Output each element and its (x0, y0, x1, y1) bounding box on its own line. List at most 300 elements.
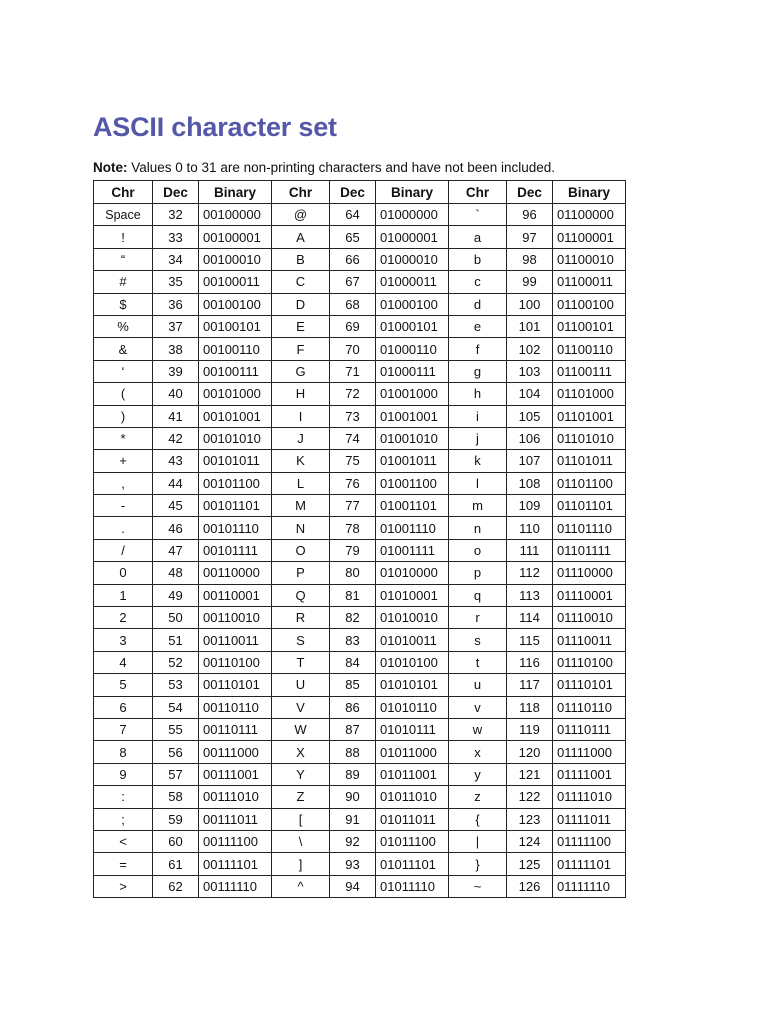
chr-cell: ( (94, 383, 153, 405)
dec-cell: 116 (507, 651, 553, 673)
dec-cell: 104 (507, 383, 553, 405)
table-row (94, 360, 626, 382)
binary-cell: 00100111 (199, 360, 272, 382)
chr-cell: / (94, 539, 153, 561)
binary-cell: 01100001 (553, 226, 626, 248)
table-row (94, 875, 626, 897)
dec-cell: 79 (330, 539, 376, 561)
page-title: ASCII character set (93, 112, 337, 142)
table-row (94, 226, 626, 248)
binary-cell: 01000010 (376, 248, 449, 270)
table-row (94, 718, 626, 740)
dec-cell: 75 (330, 450, 376, 472)
dec-cell: 65 (330, 226, 376, 248)
chr-cell: + (94, 450, 153, 472)
binary-cell: 01111001 (553, 763, 626, 785)
chr-cell: j (449, 427, 507, 449)
dec-cell: 82 (330, 607, 376, 629)
table-row (94, 293, 626, 315)
binary-cell: 01010011 (376, 629, 449, 651)
chr-cell: V (272, 696, 330, 718)
dec-cell: 53 (153, 674, 199, 696)
dec-cell: 39 (153, 360, 199, 382)
binary-cell: 01111010 (553, 786, 626, 808)
dec-cell: 87 (330, 718, 376, 740)
dec-cell: 68 (330, 293, 376, 315)
binary-cell: 01100111 (553, 360, 626, 382)
dec-cell: 76 (330, 472, 376, 494)
binary-cell: 01001010 (376, 427, 449, 449)
chr-cell: 8 (94, 741, 153, 763)
dec-cell: 36 (153, 293, 199, 315)
binary-cell: 00100011 (199, 271, 272, 293)
binary-cell: 00100000 (199, 204, 272, 226)
table-row (94, 830, 626, 852)
dec-cell: 101 (507, 315, 553, 337)
chr-cell: S (272, 629, 330, 651)
chr-cell: { (449, 808, 507, 830)
binary-cell: 01101010 (553, 427, 626, 449)
chr-cell: Space (94, 204, 153, 226)
chr-cell: 6 (94, 696, 153, 718)
binary-cell: 01101001 (553, 405, 626, 427)
binary-cell: 01001101 (376, 495, 449, 517)
table-row (94, 584, 626, 606)
chr-cell: * (94, 427, 153, 449)
chr-cell: 9 (94, 763, 153, 785)
dec-cell: 119 (507, 718, 553, 740)
binary-cell: 00110000 (199, 562, 272, 584)
chr-cell: a (449, 226, 507, 248)
dec-cell: 108 (507, 472, 553, 494)
chr-cell: 2 (94, 607, 153, 629)
binary-cell: 00101100 (199, 472, 272, 494)
chr-cell: : (94, 786, 153, 808)
table-row (94, 853, 626, 875)
dec-cell: 55 (153, 718, 199, 740)
binary-cell: 01110110 (553, 696, 626, 718)
chr-cell: l (449, 472, 507, 494)
table-row (94, 607, 626, 629)
table-row (94, 562, 626, 584)
table-row (94, 315, 626, 337)
dec-cell: 105 (507, 405, 553, 427)
binary-cell: 01100000 (553, 204, 626, 226)
dec-cell: 125 (507, 853, 553, 875)
dec-cell: 61 (153, 853, 199, 875)
chr-cell: X (272, 741, 330, 763)
binary-cell: 01100101 (553, 315, 626, 337)
binary-cell: 01100011 (553, 271, 626, 293)
binary-cell: 00100010 (199, 248, 272, 270)
chr-cell: 3 (94, 629, 153, 651)
binary-cell: 01011110 (376, 875, 449, 897)
binary-cell: 01101000 (553, 383, 626, 405)
dec-cell: 40 (153, 383, 199, 405)
dec-cell: 72 (330, 383, 376, 405)
dec-cell: 120 (507, 741, 553, 763)
dec-cell: 45 (153, 495, 199, 517)
binary-cell: 00111110 (199, 875, 272, 897)
binary-cell: 00100001 (199, 226, 272, 248)
binary-cell: 00111101 (199, 853, 272, 875)
dec-cell: 122 (507, 786, 553, 808)
chr-cell: ` (449, 204, 507, 226)
binary-cell: 00111010 (199, 786, 272, 808)
ascii-table (93, 180, 626, 898)
binary-cell: 01100110 (553, 338, 626, 360)
table-row (94, 763, 626, 785)
chr-cell: 7 (94, 718, 153, 740)
binary-cell: 01011011 (376, 808, 449, 830)
dec-cell: 56 (153, 741, 199, 763)
chr-cell: ‘ (94, 360, 153, 382)
dec-cell: 118 (507, 696, 553, 718)
column-header-chr: Chr (94, 181, 153, 204)
binary-cell: 01010101 (376, 674, 449, 696)
dec-cell: 97 (507, 226, 553, 248)
dec-cell: 89 (330, 763, 376, 785)
table-row (94, 674, 626, 696)
binary-cell: 00111100 (199, 830, 272, 852)
chr-cell: T (272, 651, 330, 673)
chr-cell: M (272, 495, 330, 517)
binary-cell: 01001011 (376, 450, 449, 472)
chr-cell: 1 (94, 584, 153, 606)
chr-cell: H (272, 383, 330, 405)
binary-cell: 00101010 (199, 427, 272, 449)
chr-cell: Q (272, 584, 330, 606)
dec-cell: 102 (507, 338, 553, 360)
binary-cell: 01100010 (553, 248, 626, 270)
dec-cell: 43 (153, 450, 199, 472)
binary-cell: 00101001 (199, 405, 272, 427)
binary-cell: 01110010 (553, 607, 626, 629)
dec-cell: 124 (507, 830, 553, 852)
chr-cell: = (94, 853, 153, 875)
dec-cell: 44 (153, 472, 199, 494)
binary-cell: 01001100 (376, 472, 449, 494)
dec-cell: 99 (507, 271, 553, 293)
binary-cell: 00100100 (199, 293, 272, 315)
binary-cell: 00110110 (199, 696, 272, 718)
chr-cell: 0 (94, 562, 153, 584)
binary-cell: 01000101 (376, 315, 449, 337)
dec-cell: 81 (330, 584, 376, 606)
chr-cell: i (449, 405, 507, 427)
dec-cell: 114 (507, 607, 553, 629)
binary-cell: 01010000 (376, 562, 449, 584)
column-header-dec: Dec (330, 181, 376, 204)
table-row (94, 651, 626, 673)
chr-cell: 4 (94, 651, 153, 673)
binary-cell: 01011010 (376, 786, 449, 808)
dec-cell: 51 (153, 629, 199, 651)
dec-cell: 86 (330, 696, 376, 718)
dec-cell: 67 (330, 271, 376, 293)
binary-cell: 01001111 (376, 539, 449, 561)
chr-cell: ) (94, 405, 153, 427)
binary-cell: 01101111 (553, 539, 626, 561)
chr-cell: | (449, 830, 507, 852)
chr-cell: O (272, 539, 330, 561)
chr-cell: < (94, 830, 153, 852)
binary-cell: 00100110 (199, 338, 272, 360)
dec-cell: 59 (153, 808, 199, 830)
chr-cell: G (272, 360, 330, 382)
dec-cell: 66 (330, 248, 376, 270)
dec-cell: 123 (507, 808, 553, 830)
dec-cell: 80 (330, 562, 376, 584)
chr-cell: > (94, 875, 153, 897)
binary-cell: 01010111 (376, 718, 449, 740)
chr-cell: w (449, 718, 507, 740)
binary-cell: 01111000 (553, 741, 626, 763)
dec-cell: 52 (153, 651, 199, 673)
table-row (94, 338, 626, 360)
dec-cell: 74 (330, 427, 376, 449)
dec-cell: 103 (507, 360, 553, 382)
dec-cell: 37 (153, 315, 199, 337)
chr-cell: A (272, 226, 330, 248)
chr-cell: ^ (272, 875, 330, 897)
table-row (94, 427, 626, 449)
chr-cell: ~ (449, 875, 507, 897)
table-row (94, 629, 626, 651)
dec-cell: 117 (507, 674, 553, 696)
chr-cell: $ (94, 293, 153, 315)
binary-cell: 00110001 (199, 584, 272, 606)
dec-cell: 90 (330, 786, 376, 808)
chr-cell: c (449, 271, 507, 293)
binary-cell: 01111110 (553, 875, 626, 897)
chr-cell: p (449, 562, 507, 584)
chr-cell: 5 (94, 674, 153, 696)
chr-cell: U (272, 674, 330, 696)
binary-cell: 00101000 (199, 383, 272, 405)
binary-cell: 00110111 (199, 718, 272, 740)
chr-cell: d (449, 293, 507, 315)
dec-cell: 54 (153, 696, 199, 718)
chr-cell: N (272, 517, 330, 539)
chr-cell: b (449, 248, 507, 270)
binary-cell: 01000011 (376, 271, 449, 293)
binary-cell: 01101100 (553, 472, 626, 494)
dec-cell: 110 (507, 517, 553, 539)
dec-cell: 121 (507, 763, 553, 785)
binary-cell: 01000100 (376, 293, 449, 315)
table-row (94, 495, 626, 517)
dec-cell: 107 (507, 450, 553, 472)
binary-cell: 00101111 (199, 539, 272, 561)
binary-cell: 00100101 (199, 315, 272, 337)
binary-cell: 01110101 (553, 674, 626, 696)
binary-cell: 01011000 (376, 741, 449, 763)
note-line (93, 160, 555, 175)
column-header-binary: Binary (199, 181, 272, 204)
dec-cell: 94 (330, 875, 376, 897)
chr-cell: t (449, 651, 507, 673)
binary-cell: 01110000 (553, 562, 626, 584)
chr-cell: & (94, 338, 153, 360)
binary-cell: 01011101 (376, 853, 449, 875)
binary-cell: 01010100 (376, 651, 449, 673)
chr-cell: ; (94, 808, 153, 830)
chr-cell: y (449, 763, 507, 785)
chr-cell: v (449, 696, 507, 718)
binary-cell: 01010110 (376, 696, 449, 718)
column-header-binary: Binary (553, 181, 626, 204)
binary-cell: 01111011 (553, 808, 626, 830)
chr-cell: % (94, 315, 153, 337)
binary-cell: 00101110 (199, 517, 272, 539)
dec-cell: 78 (330, 517, 376, 539)
chr-cell: h (449, 383, 507, 405)
binary-cell: 01000111 (376, 360, 449, 382)
dec-cell: 71 (330, 360, 376, 382)
table-row (94, 786, 626, 808)
dec-cell: 113 (507, 584, 553, 606)
table-body (94, 204, 626, 898)
dec-cell: 50 (153, 607, 199, 629)
chr-cell: f (449, 338, 507, 360)
table-row (94, 808, 626, 830)
chr-cell: z (449, 786, 507, 808)
dec-cell: 96 (507, 204, 553, 226)
dec-cell: 32 (153, 204, 199, 226)
dec-cell: 111 (507, 539, 553, 561)
chr-cell: ] (272, 853, 330, 875)
chr-cell: - (94, 495, 153, 517)
dec-cell: 46 (153, 517, 199, 539)
dec-cell: 35 (153, 271, 199, 293)
binary-cell: 00111011 (199, 808, 272, 830)
dec-cell: 38 (153, 338, 199, 360)
column-header-dec: Dec (153, 181, 199, 204)
dec-cell: 112 (507, 562, 553, 584)
binary-cell: 01001110 (376, 517, 449, 539)
dec-cell: 77 (330, 495, 376, 517)
table-row (94, 741, 626, 763)
chr-cell: C (272, 271, 330, 293)
dec-cell: 58 (153, 786, 199, 808)
table-row (94, 271, 626, 293)
binary-cell: 01110011 (553, 629, 626, 651)
binary-cell: 00101101 (199, 495, 272, 517)
chr-cell: B (272, 248, 330, 270)
binary-cell: 01000001 (376, 226, 449, 248)
binary-cell: 01101110 (553, 517, 626, 539)
chr-cell: k (449, 450, 507, 472)
chr-cell: I (272, 405, 330, 427)
dec-cell: 33 (153, 226, 199, 248)
binary-cell: 01001001 (376, 405, 449, 427)
binary-cell: 00110101 (199, 674, 272, 696)
column-header-dec: Dec (507, 181, 553, 204)
binary-cell: 01101101 (553, 495, 626, 517)
dec-cell: 73 (330, 405, 376, 427)
dec-cell: 41 (153, 405, 199, 427)
column-header-chr: Chr (272, 181, 330, 204)
dec-cell: 93 (330, 853, 376, 875)
dec-cell: 34 (153, 248, 199, 270)
note-label: Note: (93, 160, 128, 175)
dec-cell: 106 (507, 427, 553, 449)
binary-cell: 01011100 (376, 830, 449, 852)
chr-cell: x (449, 741, 507, 763)
dec-cell: 84 (330, 651, 376, 673)
binary-cell: 01001000 (376, 383, 449, 405)
binary-cell: 00111001 (199, 763, 272, 785)
table-row (94, 204, 626, 226)
binary-cell: 00110011 (199, 629, 272, 651)
chr-cell: Z (272, 786, 330, 808)
dec-cell: 47 (153, 539, 199, 561)
dec-cell: 92 (330, 830, 376, 852)
binary-cell: 01010001 (376, 584, 449, 606)
table-header-row (94, 181, 626, 204)
binary-cell: 01110111 (553, 718, 626, 740)
dec-cell: 83 (330, 629, 376, 651)
table-row (94, 383, 626, 405)
table-row (94, 472, 626, 494)
chr-cell: Y (272, 763, 330, 785)
chr-cell: g (449, 360, 507, 382)
table-row (94, 517, 626, 539)
chr-cell: K (272, 450, 330, 472)
chr-cell: # (94, 271, 153, 293)
chr-cell: L (272, 472, 330, 494)
dec-cell: 88 (330, 741, 376, 763)
chr-cell: o (449, 539, 507, 561)
table-row (94, 405, 626, 427)
chr-cell: s (449, 629, 507, 651)
chr-cell: e (449, 315, 507, 337)
binary-cell: 01000000 (376, 204, 449, 226)
chr-cell: E (272, 315, 330, 337)
dec-cell: 48 (153, 562, 199, 584)
dec-cell: 69 (330, 315, 376, 337)
chr-cell: m (449, 495, 507, 517)
table-row (94, 450, 626, 472)
dec-cell: 60 (153, 830, 199, 852)
table-row (94, 696, 626, 718)
chr-cell: “ (94, 248, 153, 270)
dec-cell: 64 (330, 204, 376, 226)
dec-cell: 126 (507, 875, 553, 897)
dec-cell: 62 (153, 875, 199, 897)
chr-cell: R (272, 607, 330, 629)
dec-cell: 85 (330, 674, 376, 696)
chr-cell: J (272, 427, 330, 449)
dec-cell: 49 (153, 584, 199, 606)
column-header-binary: Binary (376, 181, 449, 204)
dec-cell: 98 (507, 248, 553, 270)
chr-cell: r (449, 607, 507, 629)
binary-cell: 00111000 (199, 741, 272, 763)
note-text: Values 0 to 31 are non-printing characters and have not been included. (127, 160, 556, 175)
chr-cell: W (272, 718, 330, 740)
chr-cell: , (94, 472, 153, 494)
chr-cell: \ (272, 830, 330, 852)
column-header-chr: Chr (449, 181, 507, 204)
chr-cell: F (272, 338, 330, 360)
table-row (94, 248, 626, 270)
binary-cell: 01110001 (553, 584, 626, 606)
dec-cell: 115 (507, 629, 553, 651)
dec-cell: 57 (153, 763, 199, 785)
chr-cell: ! (94, 226, 153, 248)
